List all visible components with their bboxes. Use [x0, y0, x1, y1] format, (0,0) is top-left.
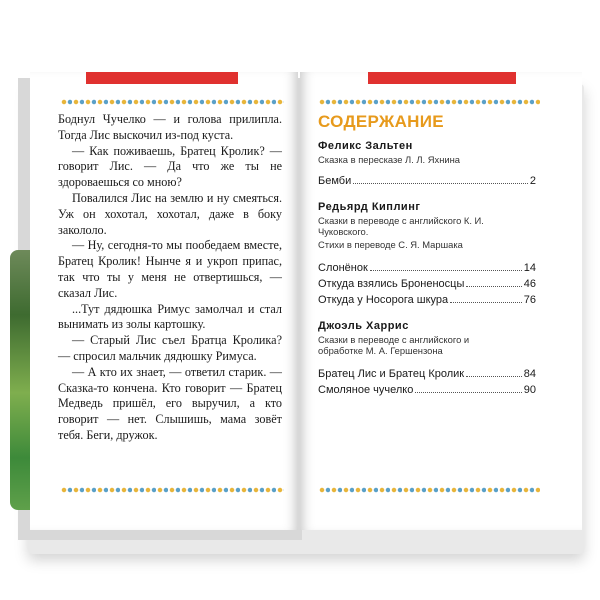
- paragraph: — Старый Лис съел Братца Кролика? — спросил мальчик дядюшку Римуса.: [58, 333, 282, 363]
- paragraph: ...Тут дядюшка Римус замолчал и стал вынимать из золы картошку.: [58, 301, 282, 332]
- toc-leader-dots: [450, 302, 522, 303]
- toc-entry-page: 84: [523, 368, 536, 380]
- toc-entry[interactable]: [318, 294, 536, 306]
- toc-entry-page: 46: [523, 278, 536, 290]
- toc-entry[interactable]: [318, 175, 536, 187]
- toc-author: Феликс Зальтен: [318, 140, 413, 152]
- toc-title: СОДЕРЖАНИЕ: [318, 112, 444, 131]
- toc-author: Редьярд Киплинг: [318, 201, 421, 213]
- decorative-border-bottom-left: [60, 486, 284, 494]
- toc-leader-dots: [353, 183, 528, 184]
- table-of-contents: [318, 140, 536, 396]
- toc-entry[interactable]: [318, 368, 536, 380]
- paragraph: — Как поживаешь, Братец Кролик? — говорит Лис. — Да что же ты не здороваешься со мною?: [58, 143, 282, 190]
- bookmark-ribbon-right: [368, 72, 516, 84]
- toc-entry-title: Слонёнок: [318, 262, 368, 274]
- toc-leader-dots: [466, 286, 521, 287]
- toc-entry-title: Братец Лис и Братец Кролик: [318, 368, 465, 380]
- toc-note: Сказки в переводе с английского К. И. Чуковского.: [318, 215, 484, 237]
- toc-entry-title: Откуда у Носорога шкура: [318, 294, 449, 306]
- toc-entry-title: Бемби: [318, 175, 352, 187]
- toc-entry[interactable]: [318, 278, 536, 290]
- toc-entry-page: 90: [523, 384, 536, 396]
- toc-leader-dots: [370, 270, 522, 271]
- toc-entry-page: 2: [529, 175, 536, 187]
- toc-entry-page: 14: [523, 262, 536, 274]
- toc-note: Сказки в переводе с английского и обработке М. А. Гершензона: [318, 334, 470, 356]
- toc-entry-title: Смоляное чучелко: [318, 384, 414, 396]
- toc-entry-title: Откуда взялись Броненосцы: [318, 278, 465, 290]
- toc-entry-page: 76: [523, 294, 536, 306]
- toc-leader-dots: [415, 392, 521, 393]
- paragraph: Повалился Лис на землю и ну смеяться. Уж он хохотал, хохотал, даже в боку закололо.: [58, 190, 282, 237]
- paragraph: — А кто их знает, — ответил старик. — Сказка-то кончена. Кто говорит — Братец Медведь пришёл, его выручил, а кто говорит — нет. Слышишь, мама зовёт тебя. Беги, дружок.: [58, 364, 282, 442]
- decorative-border-top-right: [318, 98, 540, 106]
- decorative-border-top-left: [60, 98, 284, 106]
- story-text: [58, 112, 282, 444]
- toc-entry[interactable]: [318, 384, 536, 396]
- paragraph: — Ну, сегодня-то мы пообедаем вместе, Братец Кролик! Нынче я и укроп припас, так что ты у меня не отвертишься, — сказал Лис.: [58, 238, 282, 300]
- bookmark-ribbon-left: [86, 72, 238, 84]
- toc-note: Сказка в пересказе Л. Л. Яхнина: [318, 154, 461, 165]
- toc-note: Стихи в переводе С. Я. Маршака: [318, 239, 463, 250]
- toc-entry[interactable]: [318, 262, 536, 274]
- paragraph: Боднул Чучелко — и голова прилипла. Тогда Лис выскочил из-под куста.: [58, 112, 282, 142]
- toc-leader-dots: [466, 376, 522, 377]
- toc-author: Джоэль Харрис: [318, 320, 409, 332]
- decorative-border-bottom-right: [318, 486, 540, 494]
